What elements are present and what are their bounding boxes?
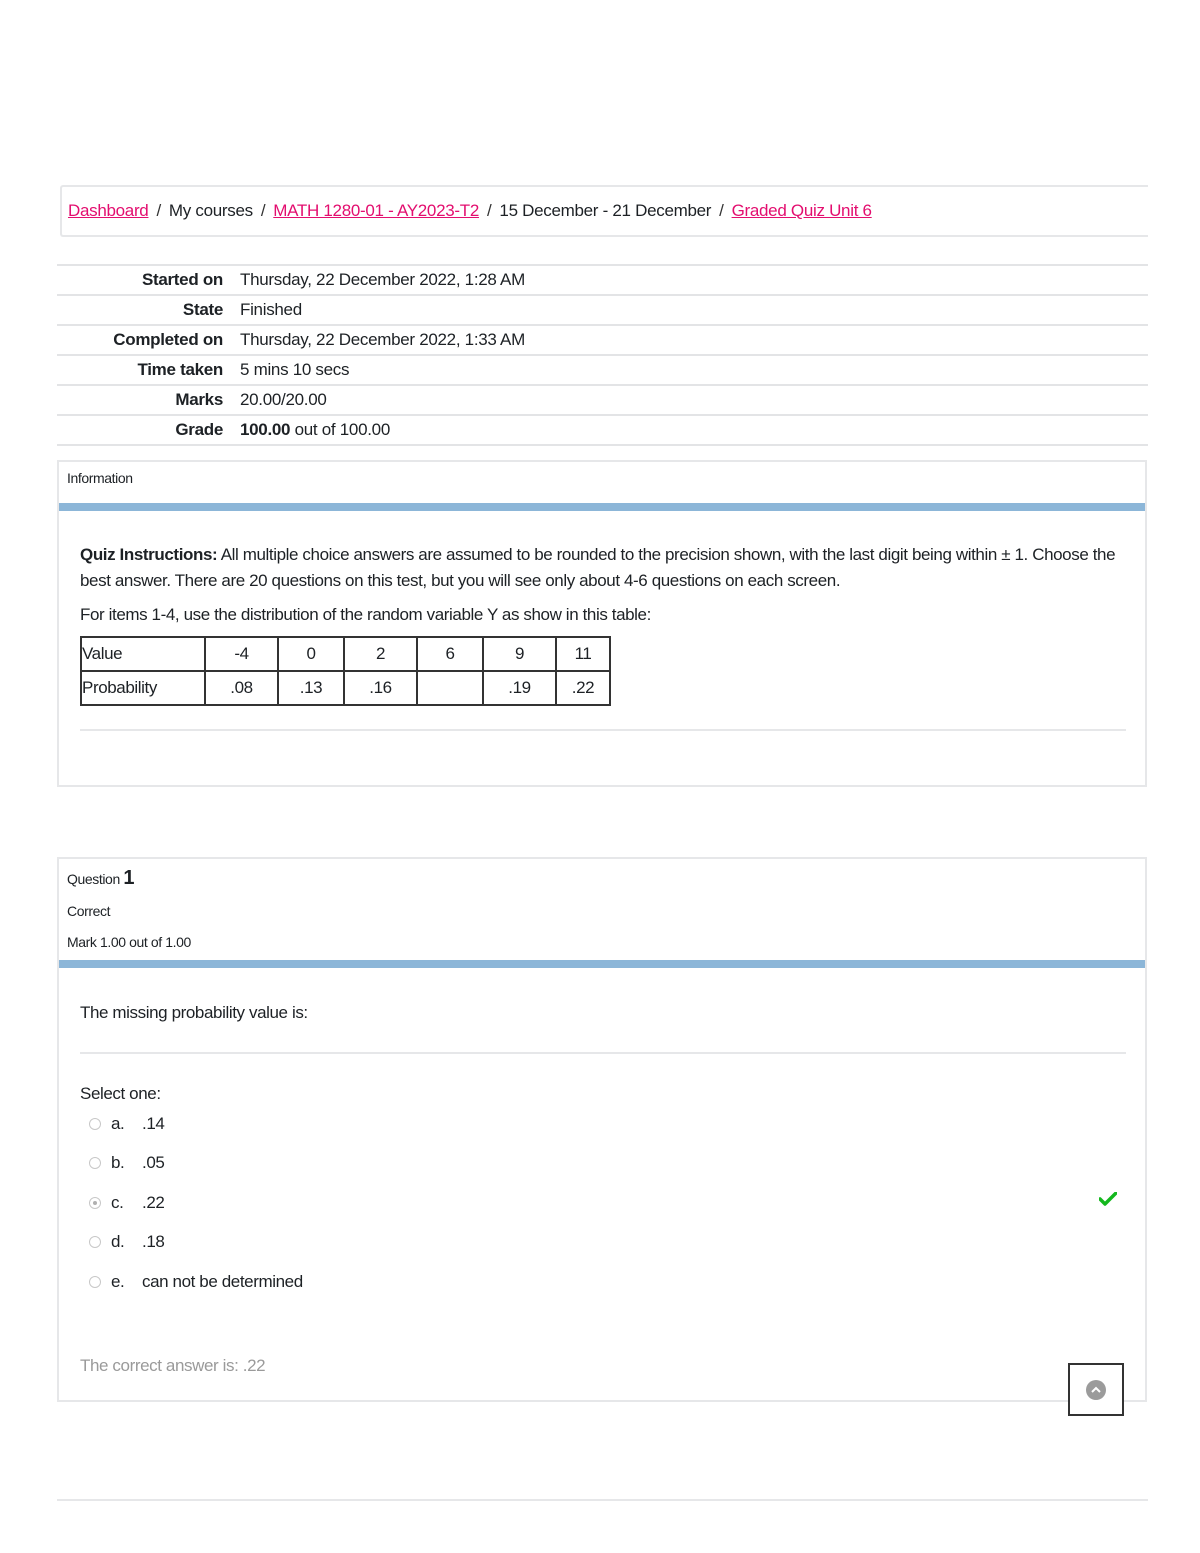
- breadcrumb: [60, 185, 1148, 237]
- summary-row-completed: [57, 326, 1148, 356]
- question-mark: Mark 1.00 out of 1.00: [67, 934, 191, 950]
- table-cell-value: 6: [417, 637, 483, 671]
- page-footer-divider: [57, 1499, 1148, 1501]
- correct-answer-feedback: The correct answer is: .22: [80, 1356, 266, 1375]
- breadcrumb-separator: /: [156, 201, 161, 220]
- breadcrumb-dashboard-link[interactable]: Dashboard: [68, 201, 149, 220]
- information-divider: [80, 729, 1126, 731]
- summary-label: State: [182, 300, 223, 319]
- answer-option-b[interactable]: [89, 1153, 164, 1173]
- table-cell-probability: .13: [278, 671, 344, 705]
- summary-row-time-taken: [57, 356, 1148, 386]
- summary-value: Finished: [240, 300, 302, 319]
- option-text: .05: [142, 1153, 165, 1172]
- option-letter: a.: [111, 1114, 125, 1133]
- check-icon: [1099, 1189, 1117, 1212]
- question-text: The missing probability value is:: [80, 1003, 308, 1022]
- breadcrumb-separator: /: [486, 201, 492, 220]
- option-text: can not be determined: [142, 1272, 303, 1291]
- scroll-to-top-button[interactable]: [1068, 1363, 1124, 1416]
- summary-value: Thursday, 22 December 2022, 1:28 AM: [240, 270, 525, 289]
- grade-out-of: out of 100.00: [290, 420, 390, 439]
- summary-row-state: [57, 296, 1148, 326]
- table-cell-value: -4: [205, 637, 278, 671]
- question-title: [67, 867, 134, 890]
- summary-row-grade: [57, 416, 1148, 446]
- table-cell-probability: .16: [344, 671, 417, 705]
- option-text: .18: [142, 1232, 165, 1251]
- option-text: .22: [142, 1193, 165, 1212]
- distribution-table: [80, 636, 611, 706]
- table-header-probability: Probability: [81, 671, 205, 705]
- table-cell-probability: .19: [483, 671, 556, 705]
- quiz-instructions-heading: Quiz Instructions:: [80, 545, 218, 564]
- option-text: .14: [142, 1114, 165, 1133]
- answer-option-e[interactable]: [89, 1272, 303, 1292]
- summary-value: Thursday, 22 December 2022, 1:33 AM: [240, 330, 525, 349]
- chevron-up-icon: [1086, 1380, 1106, 1400]
- breadcrumb-separator: /: [260, 201, 266, 220]
- table-header-value: Value: [81, 637, 205, 671]
- answer-option-c[interactable]: [89, 1193, 164, 1213]
- summary-row-started: [57, 266, 1148, 296]
- breadcrumb-my-courses: My courses: [168, 201, 253, 220]
- summary-label: Marks: [175, 390, 223, 409]
- answer-radio-selected[interactable]: [89, 1197, 101, 1209]
- summary-value: [223, 420, 390, 440]
- table-cell-probability: .22: [556, 671, 610, 705]
- option-letter: c.: [111, 1193, 124, 1212]
- items-instructions: For items 1-4, use the distribution of the random variable Y as show in this table:: [80, 605, 651, 624]
- question-prefix: Question: [67, 871, 120, 887]
- information-panel: [57, 460, 1147, 787]
- question-number: 1: [123, 867, 135, 889]
- select-one-label: Select one:: [80, 1084, 161, 1103]
- option-letter: d.: [111, 1232, 125, 1251]
- quiz-instructions-text: All multiple choice answers are assumed to be rounded to the precision shown, with the last digit being within ± 1. Choose the best answer. There are 20 questions on this test, but you will see only about 4-6 questions on each screen.: [80, 545, 1116, 590]
- answer-radio[interactable]: [89, 1276, 101, 1288]
- question-status: Correct: [67, 903, 111, 919]
- summary-value: 20.00/20.00: [240, 390, 327, 409]
- answer-option-d[interactable]: [89, 1232, 164, 1252]
- question-divider-bar: [59, 960, 1145, 968]
- answer-option-a[interactable]: [89, 1114, 164, 1134]
- information-label: Information: [67, 470, 133, 486]
- summary-label: Started on: [141, 270, 223, 289]
- table-cell-value: 2: [344, 637, 417, 671]
- option-letter: e.: [111, 1272, 125, 1291]
- quiz-instructions: [80, 542, 1130, 594]
- summary-label: Completed on: [113, 330, 223, 349]
- table-cell-value: 11: [556, 637, 610, 671]
- option-letter: b.: [111, 1153, 125, 1172]
- quiz-summary-table: [57, 264, 1148, 446]
- table-cell-value: 9: [483, 637, 556, 671]
- grade-score: 100.00: [240, 420, 291, 439]
- table-row-values: [81, 637, 610, 671]
- information-divider-bar: [59, 503, 1145, 511]
- table-cell-value: 0: [278, 637, 344, 671]
- table-cell-probability: [417, 671, 483, 705]
- summary-label: Grade: [175, 420, 223, 439]
- summary-label: Time taken: [137, 360, 223, 379]
- answer-radio[interactable]: [89, 1118, 101, 1130]
- answer-radio[interactable]: [89, 1157, 101, 1169]
- table-row-probabilities: [81, 671, 610, 705]
- breadcrumb-course-link[interactable]: MATH 1280-01 - AY2023-T2: [273, 201, 479, 220]
- breadcrumb-separator: /: [719, 201, 724, 220]
- question-panel: [57, 857, 1147, 1402]
- answer-radio[interactable]: [89, 1236, 101, 1248]
- breadcrumb-quiz-link[interactable]: Graded Quiz Unit 6: [731, 201, 872, 220]
- breadcrumb-week: 15 December - 21 December: [499, 201, 712, 220]
- question-divider: [80, 1052, 1126, 1054]
- table-cell-probability: .08: [205, 671, 278, 705]
- summary-value: 5 mins 10 secs: [240, 360, 350, 379]
- information-content: [80, 542, 1130, 706]
- summary-row-marks: [57, 386, 1148, 416]
